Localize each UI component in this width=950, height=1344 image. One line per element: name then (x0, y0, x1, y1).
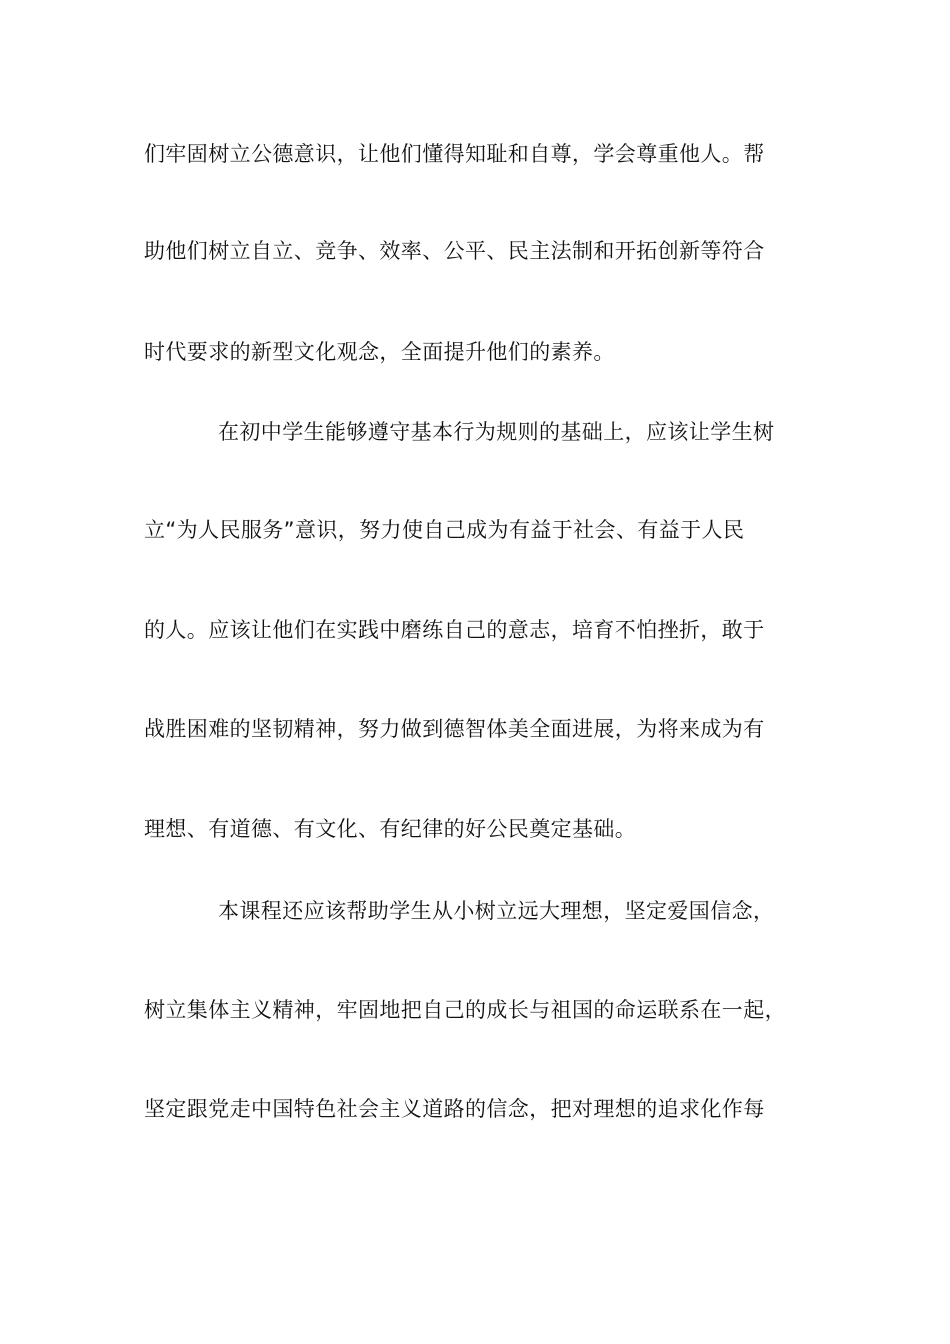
text-line: 立“为人民服务”意识，努力使自己成为有益于社会、有益于人民 (144, 518, 745, 542)
paragraph-start-line: 本课程还应该帮助学生从小树立远大理想，坚定爱国信念， (218, 899, 775, 923)
text-line: 树立集体主义精神，牢固地把自己的成长与祖国的命运联系在一起， (144, 998, 786, 1022)
text-line: 理想、有道德、有文化、有纪律的好公民奠定基础。 (144, 817, 637, 841)
text-line: 时代要求的新型文化观念，全面提升他们的素养。 (144, 340, 615, 364)
text-line: 的人。应该让他们在实践中磨练自己的意志，培育不怕挫折，敢于 (144, 618, 765, 642)
text-line: 们牢固树立公德意识，让他们懂得知耻和自尊，学会尊重他人。帮 (144, 142, 765, 166)
paragraph-start-line: 在初中学生能够遵守基本行为规则的基础上，应该让学生树 (218, 420, 775, 444)
text-line: 助他们树立自立、竞争、效率、公平、民主法制和开拓创新等符合 (144, 239, 765, 263)
text-line: 战胜困难的坚韧精神，努力做到德智体美全面进展，为将来成为有 (144, 717, 765, 741)
text-line: 坚定跟党走中国特色社会主义道路的信念，把对理想的追求化作每 (144, 1097, 765, 1121)
